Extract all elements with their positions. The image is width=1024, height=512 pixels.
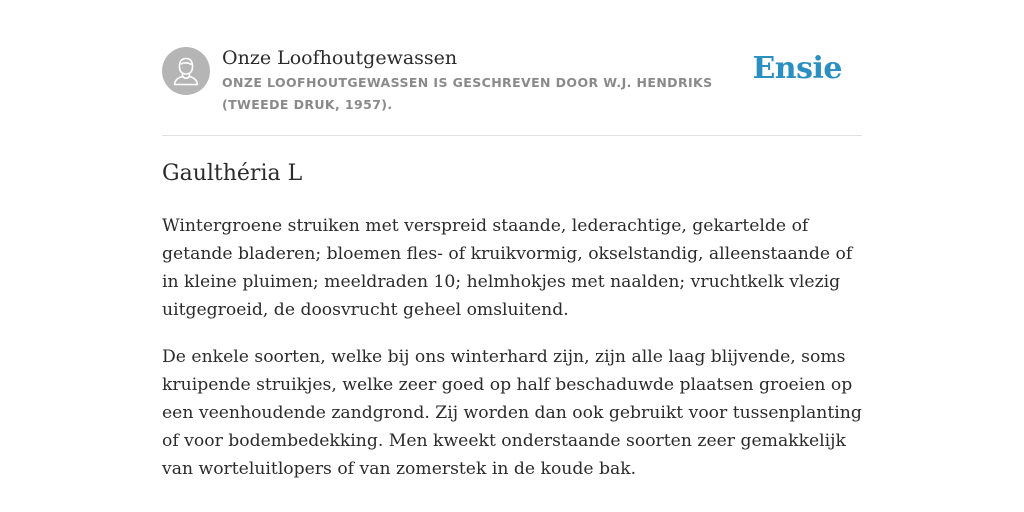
user-silhouette-icon — [162, 47, 210, 95]
entry-title: Gaulthéria L — [162, 161, 303, 186]
entry-paragraph: Wintergroene struiken met verspreid staande, lederachtige, gekartelde of getande bladeren; bloemen fles- of kruikvormig, okselstandig, alleenstaande of in kleine pluimen; meeldraden 10; helmhokjes met naalden; vruchtkelk vlezig uitgegroeid, de doosvrucht geheel omsluitend. — [162, 216, 853, 320]
entry-paragraph: De enkele soorten, welke bij ons winterhard zijn, zijn alle laag blijvende, soms kruipende struikjes, welke zeer goed op half beschaduwde plaatsen groeien op een veenhoudende zandgrond. Zij worden dan ook gebruikt voor tussenplanting of voor bodembedekking. Men kweekt onderstaande soorten zeer gemakkelijk van worteluitlopers of van zomerstek in de koude bak. — [162, 347, 862, 479]
book-header — [162, 44, 862, 120]
avatar[interactable] — [162, 47, 210, 95]
ensie-logo[interactable]: Ensie — [752, 51, 842, 86]
book-description: ONZE LOOFHOUTGEWASSEN IS GESCHREVEN DOOR W.J. HENDRIKS (TWEEDE DRUK, 1957). — [222, 75, 713, 112]
book-title[interactable]: Onze Loofhoutgewassen — [222, 47, 458, 69]
header-divider — [162, 135, 862, 136]
